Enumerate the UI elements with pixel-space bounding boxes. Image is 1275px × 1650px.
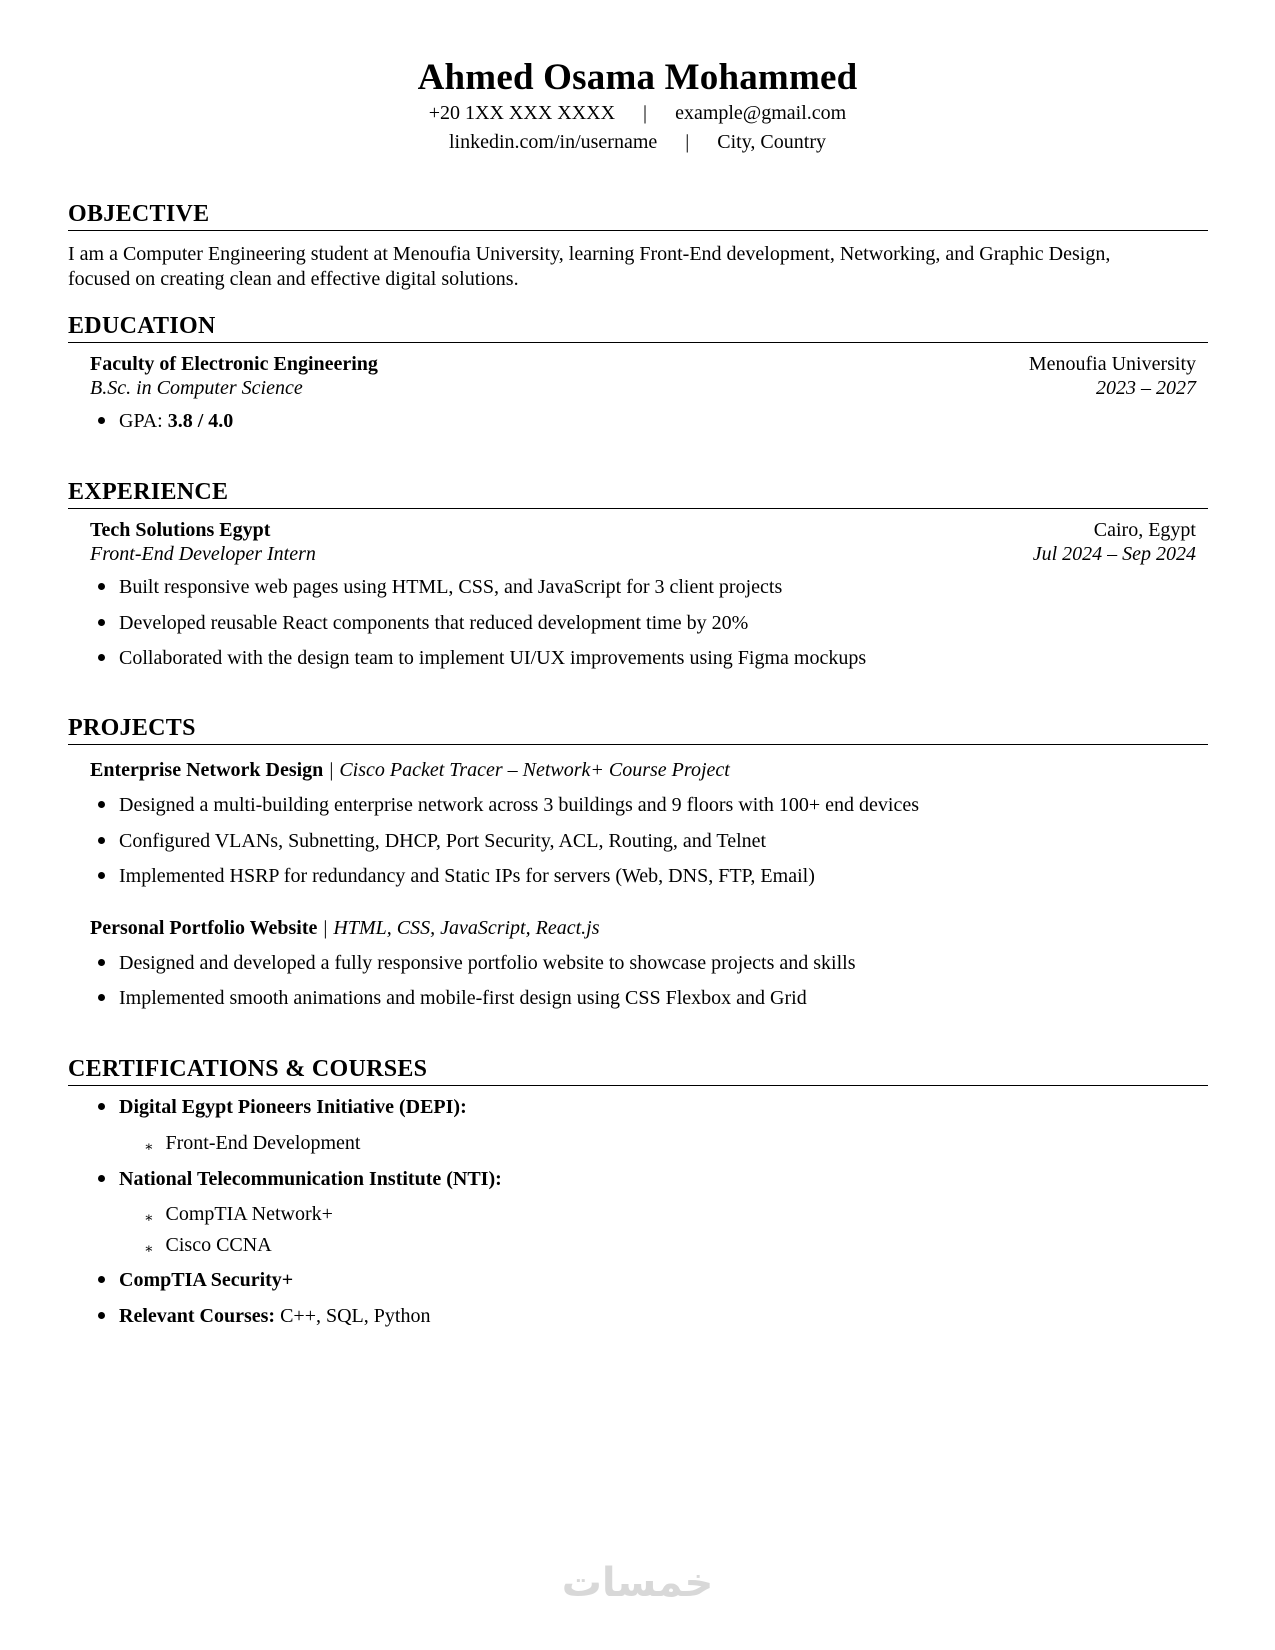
- list-item: Designed and developed a fully responsive portfolio website to showcase projects and skills: [98, 952, 856, 975]
- bullet-icon: [98, 1175, 105, 1182]
- project-name: Personal Portfolio Website: [90, 917, 318, 939]
- contact-line-2: [0, 131, 1275, 154]
- bullet-icon: [98, 1276, 105, 1283]
- degree: B.Sc. in Computer Science: [90, 377, 303, 399]
- watermark-logo: خمسات: [561, 1560, 714, 1606]
- bullet-icon: [98, 654, 105, 661]
- separator: |: [643, 102, 648, 124]
- email-link[interactable]: example@gmail.com: [675, 102, 847, 124]
- bullet-icon: [98, 837, 105, 844]
- list-item: Implemented HSRP for redundancy and Static IPs for servers (Web, DNS, FTP, Email): [98, 865, 815, 888]
- sub-list-item: ∗ Front-End Development: [144, 1132, 361, 1155]
- objective-text: [68, 242, 1208, 292]
- project-tech: Cisco Packet Tracer – Network+ Course Project: [339, 759, 730, 781]
- location: City, Country: [717, 131, 826, 153]
- list-item: GPA: 3.8 / 4.0: [98, 410, 233, 433]
- objective-line-1: I am a Computer Engineering student at Menoufia University, learning Front-End development, Networking, and Graphic Design,: [68, 243, 1111, 265]
- project-heading: Enterprise Network Design | Cisco Packet Tracer – Network+ Course Project: [90, 759, 730, 781]
- list-item: Configured VLANs, Subnetting, DHCP, Port Security, ACL, Routing, and Telnet: [98, 830, 766, 853]
- bullet-icon: [98, 1103, 105, 1110]
- separator: |: [685, 131, 690, 153]
- education-row-2: [90, 377, 1196, 400]
- bullet-icon: [98, 619, 105, 626]
- list-item: National Telecommunication Institute (NTI):: [98, 1168, 502, 1191]
- education-years: 2023 – 2027: [1096, 377, 1196, 399]
- section-title-projects: PROJECTS: [68, 715, 1208, 745]
- list-item: Relevant Courses: C++, SQL, Python: [98, 1305, 430, 1328]
- list-item: Built responsive web pages using HTML, CSS, and JavaScript for 3 client projects: [98, 576, 782, 599]
- list-item: Developed reusable React components that reduced development time by 20%: [98, 612, 748, 635]
- linkedin-link[interactable]: linkedin.com/in/username: [448, 131, 658, 153]
- section-title-education: EDUCATION: [68, 313, 1208, 343]
- list-item: CompTIA Security+: [98, 1269, 293, 1292]
- company-location: Cairo, Egypt: [1093, 519, 1196, 541]
- bullet-icon: [98, 801, 105, 808]
- section-title-experience: EXPERIENCE: [68, 479, 1208, 509]
- asterisk-icon: ∗: [144, 1242, 154, 1257]
- job-dates: Jul 2024 – Sep 2024: [1032, 543, 1196, 565]
- section-title-certifications: CERTIFICATIONS & COURSES: [68, 1056, 1208, 1086]
- candidate-name: Ahmed Osama Mohammed: [417, 57, 858, 98]
- list-item: Digital Egypt Pioneers Initiative (DEPI):: [98, 1096, 467, 1119]
- university-name: Menoufia University: [1028, 353, 1196, 375]
- asterisk-icon: ∗: [144, 1140, 154, 1155]
- education-row-1: [90, 353, 1196, 376]
- project-tech: HTML, CSS, JavaScript, React.js: [333, 917, 600, 939]
- bullet-icon: [98, 994, 105, 1001]
- bullet-icon: [98, 583, 105, 590]
- list-item: Implemented smooth animations and mobile-first design using CSS Flexbox and Grid: [98, 987, 807, 1010]
- project-name: Enterprise Network Design: [90, 759, 324, 781]
- list-item: Collaborated with the design team to implement UI/UX improvements using Figma mockups: [98, 647, 866, 670]
- objective-line-2: focused on creating clean and effective digital solutions.: [68, 268, 519, 290]
- bullet-icon: [98, 959, 105, 966]
- asterisk-icon: ∗: [144, 1211, 154, 1226]
- bullet-icon: [98, 872, 105, 879]
- contact-line-1: [0, 102, 1275, 125]
- phone-number: +20 1XX XXX XXXX: [428, 102, 616, 124]
- bullet-icon: [98, 1312, 105, 1319]
- list-item: Designed a multi-building enterprise network across 3 buildings and 9 floors with 100+ end devices: [98, 794, 919, 817]
- sub-list-item: ∗ Cisco CCNA: [144, 1234, 272, 1257]
- project-heading: Personal Portfolio Website | HTML, CSS, JavaScript, React.js: [90, 917, 600, 939]
- company-name: Tech Solutions Egypt: [90, 519, 271, 541]
- section-title-objective: OBJECTIVE: [68, 201, 1208, 231]
- experience-row-1: [90, 519, 1196, 542]
- job-role: Front-End Developer Intern: [90, 543, 316, 565]
- school-name: Faculty of Electronic Engineering: [90, 353, 378, 375]
- bullet-icon: [98, 417, 105, 424]
- gpa-value: 3.8 / 4.0: [167, 410, 234, 432]
- sub-list-item: ∗ CompTIA Network+: [144, 1203, 333, 1226]
- experience-row-2: [90, 543, 1196, 566]
